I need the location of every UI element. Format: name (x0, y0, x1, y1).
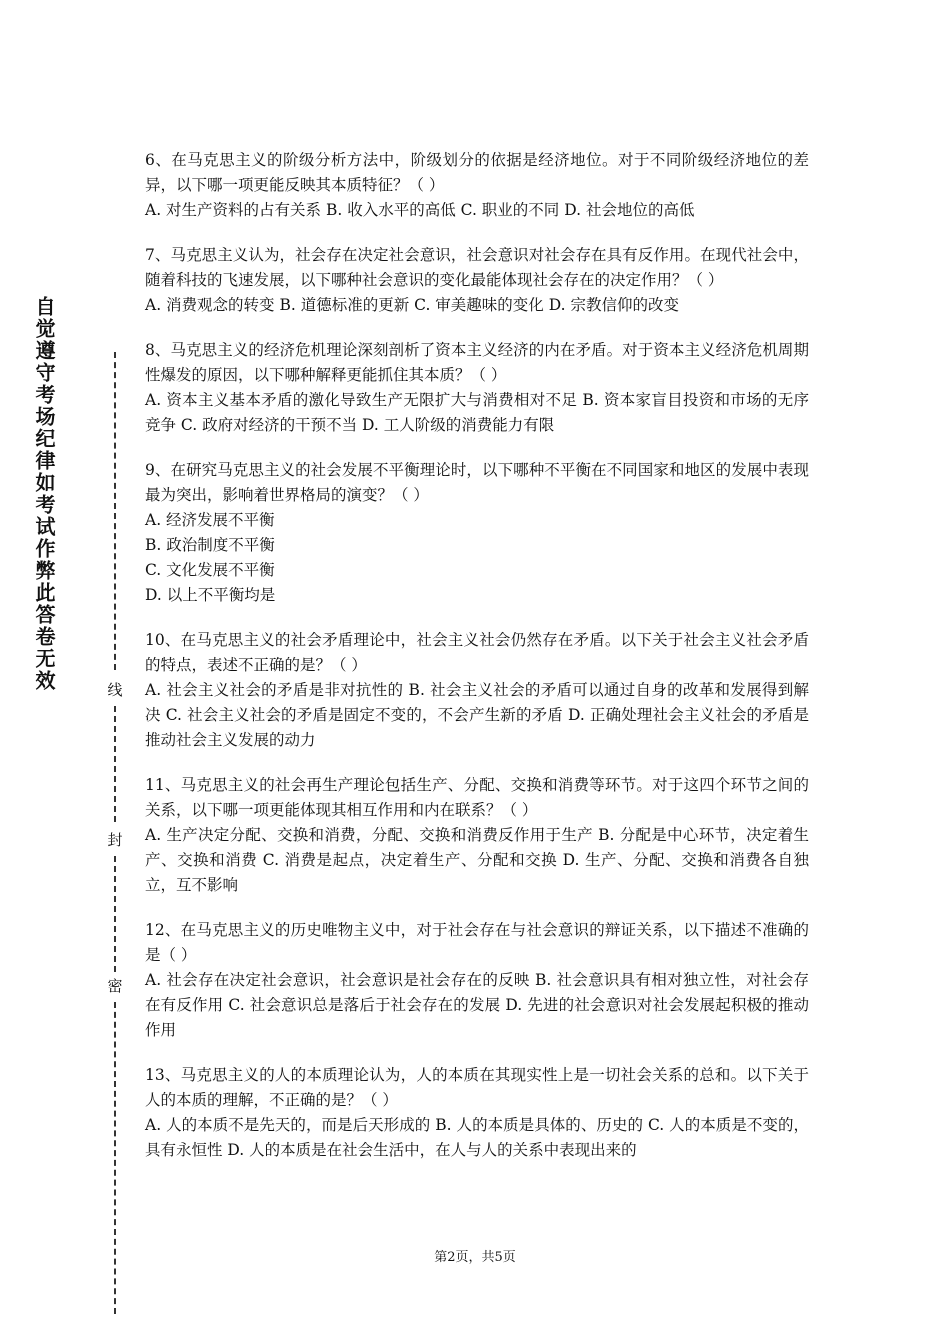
question-list (145, 148, 809, 1183)
question-stem: 13、马克思主义的人的本质理论认为，人的本质在其现实性上是一切社会关系的总和。以下关于人的本质的理解，不正确的是？（ ） (145, 1066, 809, 1109)
question-stem: 11、马克思主义的社会再生产理论包括生产、分配、交换和消费等环节。对于这四个环节之间的关系，以下哪一项更能体现其相互作用和内在联系？（ ） (145, 776, 809, 819)
question-options: A. 消费观念的转变 B. 道德标准的更新 C. 审美趣味的变化 D. 宗教信仰的改变 (145, 296, 679, 314)
question-6 (145, 148, 809, 223)
question-stem: 7、马克思主义认为，社会存在决定社会意识，社会意识对社会存在具有反作用。在现代社会中，随着科技的飞速发展，以下哪种社会意识的变化最能体现社会存在的决定作用？（ ） (145, 246, 809, 289)
question-options (145, 508, 809, 608)
question-13 (145, 1063, 809, 1163)
option-d: D. 以上不平衡均是 (145, 586, 276, 604)
question-options: A. 对生产资料的占有关系 B. 收入水平的高低 C. 职业的不同 D. 社会地位的高低 (145, 201, 695, 219)
binding-dashed-line-upper (114, 352, 116, 670)
binding-label-line: 线 (105, 680, 125, 700)
binding-dashed-line-middle-2 (114, 856, 116, 972)
question-options: A. 生产决定分配、交换和消费，分配、交换和消费反作用于生产 B. 分配是中心环节，决定着生产、交换和消费 C. 消费是起点，决定着生产、分配和交换 D. 生产、分配、交换和消费各自独立，互不影响 (145, 826, 809, 894)
question-10 (145, 628, 809, 753)
question-options: A. 资本主义基本矛盾的激化导致生产无限扩大与消费相对不足 B. 资本家盲目投资和市场的无序竞争 C. 政府对经济的干预不当 D. 工人阶级的消费能力有限 (145, 391, 809, 434)
question-8 (145, 338, 809, 438)
option-c: C. 文化发展不平衡 (145, 561, 275, 579)
question-stem: 10、在马克思主义的社会矛盾理论中，社会主义社会仍然存在矛盾。以下关于社会主义社会矛盾的特点，表述不正确的是？（ ） (145, 631, 809, 674)
question-options: A. 社会主义社会的矛盾是非对抗性的 B. 社会主义社会的矛盾可以通过自身的改革和发展得到解决 C. 社会主义社会的矛盾是固定不变的，不会产生新的矛盾 D. 正确处理社会主义社会的矛盾是推动社会主义发展的动力 (145, 681, 809, 749)
question-options: A. 人的本质不是先天的，而是后天形成的 B. 人的本质是具体的、历史的 C. 人的本质是不变的，具有永恒性 D. 人的本质是在社会生活中，在人与人的关系中表现出来的 (145, 1116, 809, 1159)
question-9 (145, 458, 809, 608)
question-stem: 12、在马克思主义的历史唯物主义中，对于社会存在与社会意识的辩证关系，以下描述不准确的是（ ） (145, 921, 809, 964)
option-a: A. 经济发展不平衡 (145, 511, 275, 529)
option-b: B. 政治制度不平衡 (145, 536, 275, 554)
exam-discipline-notice: 自觉遵守考场纪律如考试作弊此答卷无效 (32, 296, 56, 692)
question-7 (145, 243, 809, 318)
binding-label-seal: 封 (105, 830, 125, 850)
binding-dashed-line-lower (114, 1002, 116, 1314)
question-stem: 6、在马克思主义的阶级分析方法中，阶级划分的依据是经济地位。对于不同阶级经济地位的差异，以下哪一项更能反映其本质特征？（ ） (145, 151, 809, 194)
question-stem: 9、在研究马克思主义的社会发展不平衡理论时，以下哪种不平衡在不同国家和地区的发展中表现最为突出，影响着世界格局的演变？（ ） (145, 461, 809, 504)
page-number-footer: 第2页，共5页 (434, 1250, 516, 1265)
question-stem: 8、马克思主义的经济危机理论深刻剖析了资本主义经济的内在矛盾。对于资本主义经济危机周期性爆发的原因，以下哪种解释更能抓住其本质？（ ） (145, 341, 809, 384)
question-options: A. 社会存在决定社会意识，社会意识是社会存在的反映 B. 社会意识具有相对独立性，对社会存在有反作用 C. 社会意识总是落后于社会存在的发展 D. 先进的社会意识对社会发展起积极的推动作用 (145, 971, 809, 1039)
binding-dashed-line-middle-1 (114, 706, 116, 822)
question-11 (145, 773, 809, 898)
binding-label-secret: 密 (105, 976, 125, 996)
question-12 (145, 918, 809, 1043)
